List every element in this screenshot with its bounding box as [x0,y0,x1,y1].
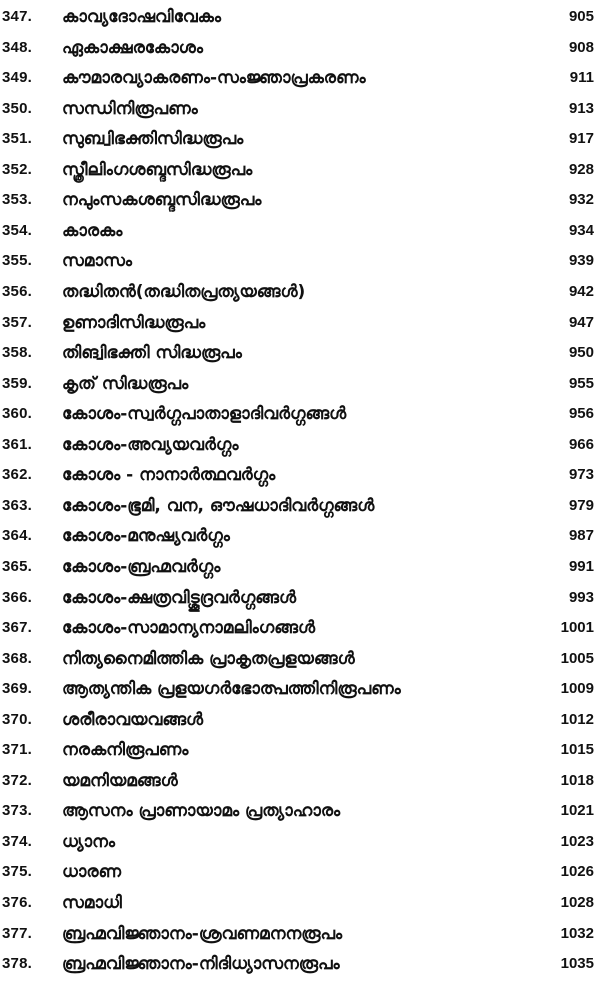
entry-number: 366. [2,588,32,606]
toc-entry [0,33,600,63]
entry-page-number: 979 [568,496,594,514]
entry-title: കൗമാരവ്യാകരണം-സംജ്ഞാപ്രകരണം [62,68,366,89]
entry-title: കോശം-ക്ഷത്രവിട്ശൂദ്രവർഗ്ഗങ്ങൾ [62,587,297,608]
entry-number: 354. [2,221,32,239]
entry-number: 357. [2,313,32,331]
toc-entry [0,491,600,521]
entry-number: 348. [2,38,32,56]
entry-title: സ്ത്രീലിംഗശബ്ദസിദ്ധരൂപം [62,159,253,180]
toc-entry [0,705,600,735]
entry-title: ബ്രഹ്മവിജ്ഞാനം-നിദിധ്യാസനരൂപം [62,954,340,975]
entry-number: 355. [2,252,32,270]
entry-title: ആത്യന്തിക പ്രളയഗർഭോത്പത്തിനിരൂപണം [62,679,401,700]
entry-title: കാരകം [62,220,123,241]
entry-title: കോശം-ബ്രഹ്മവർഗ്ഗം [62,556,221,577]
toc-entry [0,583,600,613]
entry-number: 367. [2,619,32,636]
entry-page-number: 1005 [560,649,594,667]
toc-entry [0,888,600,918]
toc-entry [0,308,600,338]
entry-number: 363. [2,496,32,514]
toc-entry [0,277,600,307]
entry-number: 353. [2,191,32,209]
entry-page-number: 987 [568,527,594,545]
toc-entry [0,766,600,796]
toc-entry [0,521,600,551]
toc-entry [0,63,600,93]
entry-page-number: 911 [569,69,594,87]
entry-number: 364. [2,527,32,545]
entry-title: ഏകാക്ഷരകോശം [62,37,203,58]
entry-number: 352. [2,160,32,178]
entry-page-number: 1035 [560,955,594,973]
entry-number: 360. [2,405,32,423]
entry-number: 356. [2,282,32,300]
entry-number: 359. [2,374,32,392]
toc-entry [0,460,600,490]
entry-title: ഉണാദിസിദ്ധരൂപം [62,312,206,333]
toc-entry [0,644,600,674]
entry-page-number: 932 [568,191,594,209]
entry-number: 377. [2,924,32,942]
entry-page-number: 1023 [560,832,594,850]
entry-title: കോശം - നാനാർത്ഥവർഗ്ഗം [62,465,276,486]
entry-page-number: 1015 [560,741,594,759]
toc-entry [0,155,600,185]
toc-entry [0,552,600,582]
entry-number: 361. [2,435,32,453]
entry-title: കോശം-അവ്യയവർഗ്ഗം [62,434,239,455]
entry-title: സന്ധിനിരൂപണം [62,98,198,119]
toc-entry [0,827,600,857]
toc-entry [0,949,600,979]
entry-title: കോശം-സ്വർഗ്ഗപാതാളാദിവർഗ്ഗങ്ങൾ [62,404,347,425]
toc-entry [0,399,600,429]
toc-entry [0,430,600,460]
entry-number: 371. [2,741,32,759]
toc-entry [0,185,600,215]
entry-page-number: 950 [568,344,594,362]
entry-page-number: 956 [568,405,594,423]
toc-entry [0,338,600,368]
entry-page-number: 1032 [560,924,594,942]
entry-title: ബ്രഹ്മവിജ്ഞാനം-ശ്രവണമനനരൂപം [62,923,343,944]
entry-title: തദ്ധിതൻ(തദ്ധിതപ്രത്യയങ്ങൾ) [62,281,306,302]
entry-page-number: 966 [568,435,594,453]
entry-page-number: 908 [568,38,594,56]
entry-page-number: 973 [568,466,594,484]
entry-number: 369. [2,680,32,698]
toc-entry [0,857,600,887]
entry-page-number: 942 [568,282,594,300]
entry-number: 372. [2,771,32,789]
entry-title: കോശം-സാമാന്യനാമലിംഗങ്ങൾ [62,618,316,638]
entry-number: 373. [2,802,32,820]
entry-page-number: 934 [568,221,594,239]
entry-title: കൃത് സിദ്ധരൂപം [62,373,189,394]
entry-title: കാവ്യദോഷവിവേകം [62,7,221,27]
entry-page-number: 991 [568,557,594,575]
entry-page-number: 1001 [560,619,594,636]
entry-title: കോശം-ഭൂമി, വന, ഔഷധാദിവർഗ്ഗങ്ങൾ [62,495,375,516]
entry-page-number: 955 [568,374,594,392]
entry-number: 350. [2,99,32,117]
entry-number: 376. [2,894,32,911]
toc-entry [0,735,600,765]
toc-entry [0,674,600,704]
toc-entry [0,216,600,246]
entry-page-number: 993 [568,588,594,606]
entry-title: സമാസം [62,251,132,272]
entry-page-number: 1028 [560,894,594,911]
entry-title: സുബ്വിഭക്തിസിദ്ധരൂപം [62,129,244,150]
entry-number: 362. [2,466,32,484]
entry-number: 375. [2,863,32,881]
entry-number: 370. [2,710,32,728]
entry-title: ആസനം പ്രാണായാമം പ്രത്യാഹാരം [62,801,341,822]
entry-title: നിത്യനൈമിത്തിക പ്രാകൃതപ്രളയങ്ങൾ [62,648,355,669]
entry-page-number: 1026 [560,863,594,881]
toc-entry [0,246,600,276]
entry-page-number: 939 [568,252,594,270]
entry-title: കോശം-മനുഷ്യവർഗ്ഗം [62,526,230,547]
entry-page-number: 913 [568,99,594,117]
entry-title: നരകനിരൂപണം [62,740,189,761]
toc-entry [0,94,600,124]
entry-title: നപുംസകശബ്ദസിദ്ധരൂപം [62,190,262,211]
entry-page-number: 917 [568,130,594,148]
entry-page-number: 1009 [560,680,594,698]
entry-number: 349. [2,69,32,87]
entry-number: 358. [2,344,32,362]
entry-number: 365. [2,557,32,575]
toc-entry [0,2,600,32]
entry-page-number: 947 [568,313,594,331]
entry-number: 374. [2,832,32,850]
toc-entry [0,124,600,154]
entry-page-number: 928 [568,160,594,178]
entry-title: ശരീരാവയവങ്ങൾ [62,709,204,730]
entry-page-number: 1021 [560,802,594,820]
toc-entry [0,796,600,826]
entry-page-number: 1018 [560,771,594,789]
entry-title: തിങ്വിഭക്തി സിദ്ധരൂപം [62,343,242,364]
toc-entry [0,369,600,399]
toc-entry [0,919,600,949]
entry-number: 368. [2,649,32,667]
entry-number: 378. [2,955,32,973]
entry-title: സമാധി [62,893,122,913]
toc-entry [0,613,600,643]
entry-number: 347. [2,8,32,25]
entry-number: 351. [2,130,32,148]
entry-title: യമനിയമങ്ങൾ [62,770,178,791]
entry-page-number: 1012 [560,710,594,728]
entry-title: ധ്യാനം [62,831,115,852]
entry-page-number: 905 [568,8,594,25]
entry-title: ധാരണ [62,862,122,883]
